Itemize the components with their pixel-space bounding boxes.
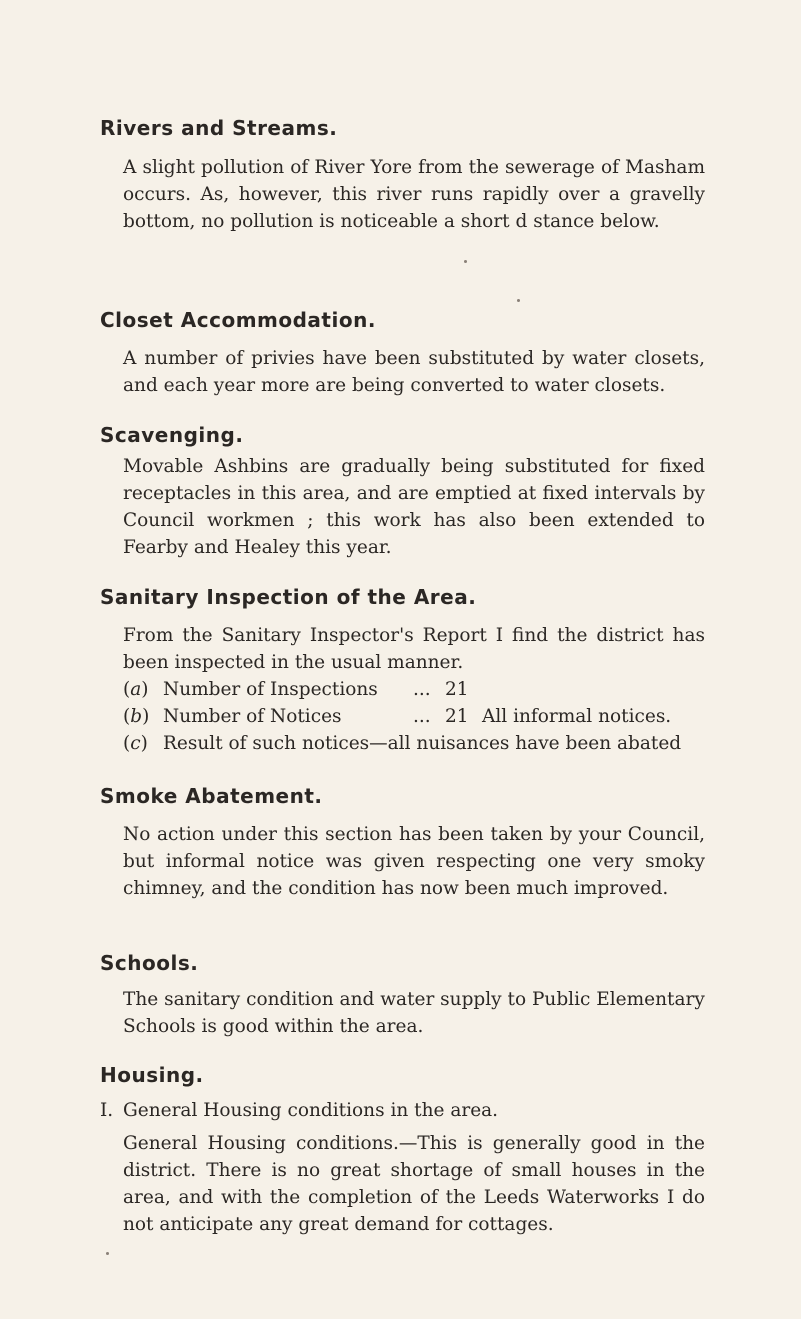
item-value: 21 [445,679,469,700]
item-text: Result of such notices—all nuisances have been abated [163,733,682,754]
item-dots: ... [413,679,431,700]
closet-heading: Closet Accommodation. [100,308,376,332]
schools-heading: Schools. [100,951,199,975]
item-value: 21 [445,706,469,727]
scavenging-paragraph: Movable Ashbins are gradually being substituted for fixed receptacles in this area, and are emptied at fixed intervals by Council workmen ; this work has also been extended to Fearby and Healey this year. [123,456,705,558]
item-note: All informal notices. [482,706,672,727]
rivers-heading: Rivers and Streams. [100,116,338,140]
paper-speck [106,1252,109,1255]
item-label: (c) [123,733,148,754]
smoke-heading: Smoke Abatement. [100,784,323,808]
smoke-paragraph: No action under this section has been taken by your Council, but informal notice was given respecting one very smoky chimney, and the condition has now been much improved. [123,824,705,899]
item-label: (b) [123,706,150,727]
scavenging-heading: Scavenging. [100,423,244,447]
sanitary-heading: Sanitary Inspection of the Area. [100,585,477,609]
housing-subsection-number: I. [100,1100,114,1121]
item-dots: ... [413,706,431,727]
housing-heading: Housing. [100,1063,204,1087]
closet-paragraph: A number of privies have been substituted by water closets, and each year more are being converted to water closets. [123,348,705,396]
sanitary-paragraph: From the Sanitary Inspector's Report I find the district has been inspected in the usual manner. [123,625,705,673]
item-text: Number of Inspections [163,679,378,700]
paper-speck [517,299,520,302]
housing-subsection-title: General Housing conditions in the area. [123,1100,499,1121]
housing-paragraph: General Housing conditions.—This is generally good in the district. There is no great shortage of small houses in the area, and with the completion of the Leeds Waterworks I do not anticipate any great demand for cottages. [123,1133,705,1235]
rivers-paragraph: A slight pollution of River Yore from the sewerage of Masham occurs. As, however, this river runs rapidly over a gravelly bottom, no pollution is noticeable a short d stance below. [123,157,705,232]
paper-speck [464,260,467,263]
item-text: Number of Notices [163,706,342,727]
schools-paragraph: The sanitary condition and water supply to Public Elementary Schools is good within the area. [123,989,705,1037]
item-label: (a) [123,679,149,700]
